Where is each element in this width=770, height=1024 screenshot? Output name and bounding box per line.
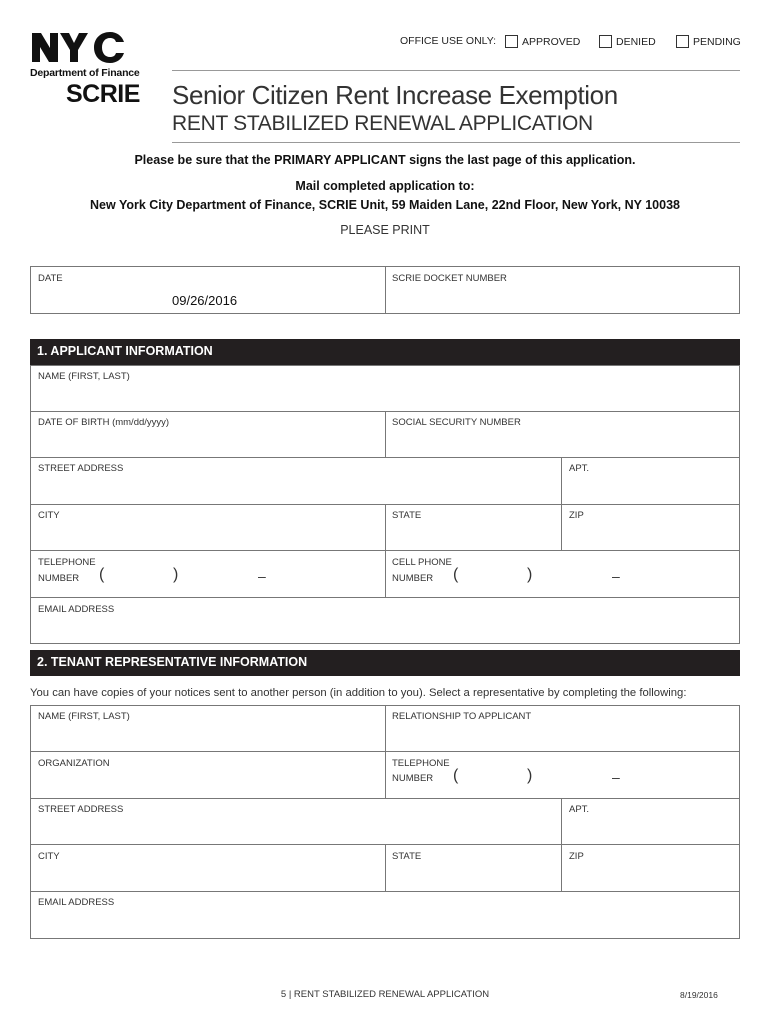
s1-row-line-5	[30, 597, 740, 598]
s2-relationship-label: RELATIONSHIP TO APPLICANT	[392, 711, 532, 722]
denied-checkbox[interactable]	[599, 35, 612, 48]
date-field[interactable]: 09/26/2016	[172, 293, 238, 308]
s1-state-field[interactable]	[386, 521, 560, 549]
mail-address: New York City Department of Finance, SCRIE Unit, 59 Maiden Lane, 22nd Floor, New York, NY 10038	[90, 198, 680, 212]
s1-cell-label: CELL PHONE	[392, 557, 452, 568]
form-subtitle: RENT STABILIZED RENEWAL APPLICATION	[172, 112, 593, 135]
mail-label: Mail completed application to:	[295, 179, 475, 193]
s2-zip-label: ZIP	[569, 851, 584, 862]
primary-applicant-note	[0, 153, 770, 167]
s1-tel-open-paren: (	[99, 566, 105, 583]
nyc-logo	[30, 30, 154, 64]
s1-telephone-label: TELEPHONE	[38, 557, 96, 568]
s2-state-label: STATE	[392, 851, 422, 862]
header-rule-top	[172, 70, 740, 71]
page-footer: 5 | RENT STABILIZED RENEWAL APPLICATION	[280, 989, 490, 1000]
pending-checkbox[interactable]	[676, 35, 689, 48]
s1-name-label: NAME (FIRST, LAST)	[38, 371, 130, 382]
s1-dob-field[interactable]	[31, 428, 384, 456]
s1-zip-label: ZIP	[569, 510, 584, 521]
s2-row-line-4	[30, 891, 740, 892]
s1-cell-dash: –	[612, 568, 620, 584]
pending-label: PENDING	[693, 35, 741, 48]
s1-cell-close-paren: )	[527, 566, 533, 583]
s2-telephone-label: TELEPHONE	[392, 758, 450, 769]
s2-tel-close-paren: )	[527, 767, 533, 784]
s2-tel-dash: –	[612, 769, 620, 785]
s1-cell-number-label: NUMBER	[392, 573, 434, 584]
s1-telephone-number-label: NUMBER	[38, 573, 80, 584]
s1-zip-field[interactable]	[562, 521, 739, 549]
s1-apt-field[interactable]	[562, 474, 739, 503]
s1-ssn-label: SOCIAL SECURITY NUMBER	[392, 417, 521, 428]
note-prefix: Please be sure that the	[134, 153, 275, 167]
header-rule-bottom	[172, 142, 740, 143]
office-pending-option[interactable]	[676, 35, 741, 48]
note-suffix: signs the last page of this application.	[405, 153, 636, 167]
s2-name-org-divider	[385, 705, 386, 798]
s2-city-label: CITY	[38, 851, 60, 862]
section1-heading: 1. APPLICANT INFORMATION	[30, 339, 740, 365]
s2-telephone-number-label: NUMBER	[392, 773, 434, 784]
s2-city-field[interactable]	[31, 862, 384, 890]
s2-state-field[interactable]	[386, 862, 560, 890]
s1-ssn-field[interactable]	[386, 428, 739, 456]
s2-organization-label: ORGANIZATION	[38, 758, 110, 769]
s1-state-cell-divider	[385, 504, 386, 597]
section2-heading: 2. TENANT REPRESENTATIVE INFORMATION	[30, 650, 740, 676]
s2-apt-field[interactable]	[562, 815, 739, 843]
s2-name-field[interactable]	[31, 722, 384, 750]
s2-email-label: EMAIL ADDRESS	[38, 897, 115, 908]
s1-name-field[interactable]	[31, 382, 739, 410]
s1-tel-close-paren: )	[173, 566, 179, 583]
program-acronym: SCRIE	[66, 80, 140, 108]
note-bold: PRIMARY APPLICANT	[274, 153, 406, 167]
s1-cell-field[interactable]	[445, 565, 735, 589]
office-approved-option[interactable]	[505, 35, 580, 48]
s1-dob-label: DATE OF BIRTH (mm/dd/yyyy)	[38, 417, 170, 428]
s2-apt-label: APT.	[569, 804, 590, 815]
s2-name-label: NAME (FIRST, LAST)	[38, 711, 130, 722]
s1-city-label: CITY	[38, 510, 60, 521]
s1-telephone-field[interactable]	[90, 565, 380, 589]
s1-street-field[interactable]	[31, 474, 560, 503]
s1-apt-label: APT.	[569, 463, 590, 474]
s2-telephone-field[interactable]	[445, 766, 735, 790]
denied-label: DENIED	[616, 35, 656, 48]
s2-relationship-field[interactable]	[386, 722, 739, 750]
date-docket-divider	[385, 266, 386, 314]
office-denied-option[interactable]	[599, 35, 656, 48]
department-name: Department of Finance	[30, 67, 140, 79]
s2-row-line-2	[30, 798, 740, 799]
s1-tel-dash: –	[258, 568, 266, 584]
s2-tel-open-paren: (	[453, 767, 459, 784]
s1-street-label: STREET ADDRESS	[38, 463, 124, 474]
section2-note: You can have copies of your notices sent to another person (in addition to you). Select a representative by completing the following:	[30, 687, 687, 699]
s1-row-line-2	[30, 457, 740, 458]
s2-zip-field[interactable]	[562, 862, 739, 890]
nyc-logo-icon	[30, 30, 126, 64]
s1-city-field[interactable]	[31, 521, 384, 549]
revision-date: 8/19/2016	[680, 990, 718, 1000]
approved-checkbox[interactable]	[505, 35, 518, 48]
approved-label: APPROVED	[522, 35, 581, 48]
s1-state-label: STATE	[392, 510, 422, 521]
please-print-note: PLEASE PRINT	[340, 223, 430, 237]
s2-email-field[interactable]	[31, 908, 739, 938]
s1-email-field[interactable]	[31, 615, 739, 643]
s1-cell-open-paren: (	[453, 566, 459, 583]
date-label: DATE	[38, 273, 63, 284]
s2-street-field[interactable]	[31, 815, 560, 843]
s2-street-label: STREET ADDRESS	[38, 804, 124, 815]
docket-label: SCRIE DOCKET NUMBER	[392, 273, 507, 284]
form-title: Senior Citizen Rent Increase Exemption	[172, 80, 618, 110]
s1-email-label: EMAIL ADDRESS	[38, 604, 115, 615]
s2-organization-field[interactable]	[31, 769, 384, 797]
office-use-label: OFFICE USE ONLY:	[400, 35, 497, 47]
